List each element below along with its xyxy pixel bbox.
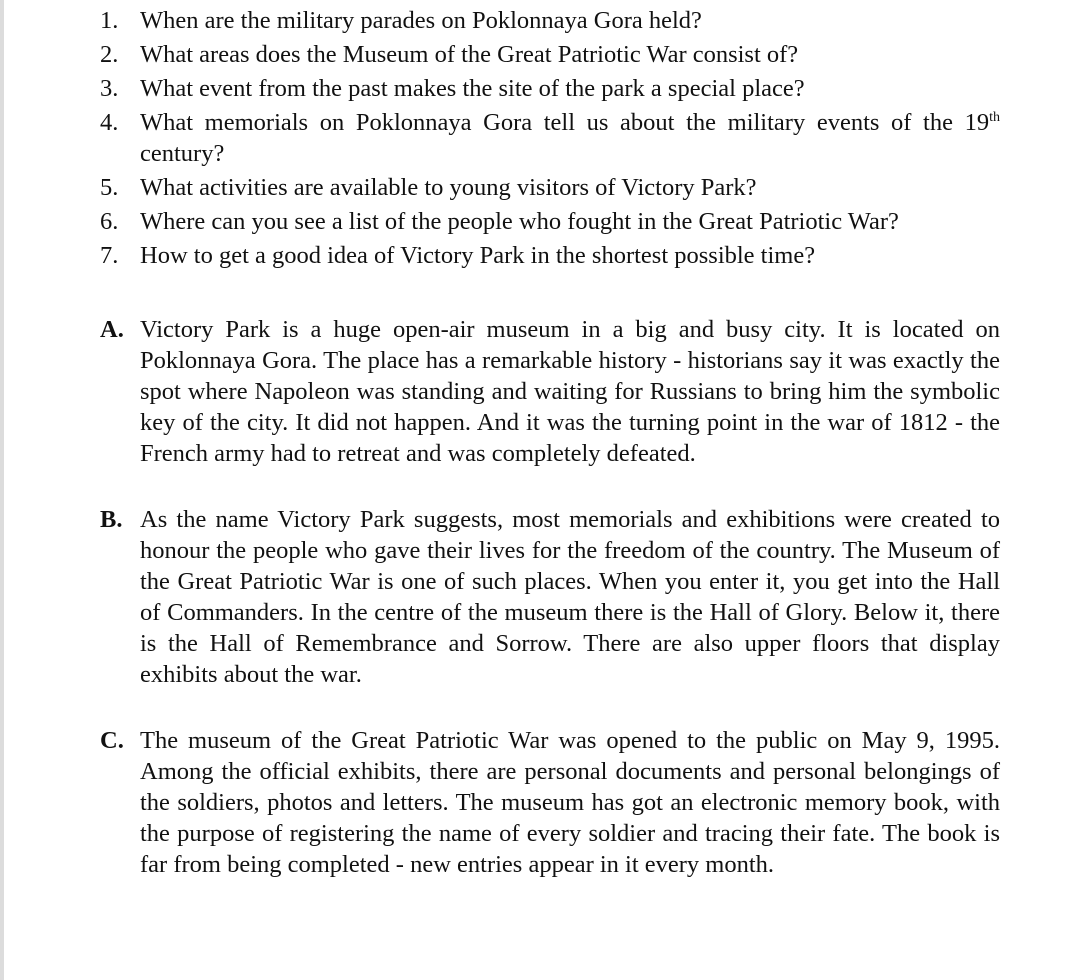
passage-text: Victory Park is a huge open-air museum in a big and busy city. It is located on Poklonnaya Gora. The place has a remarkable history - historians say it was exactly the spot where Napoleon was standing and waiting for Russians to bring him the symbolic key of the city. It did not happen. And it was the turning point in the war of 1812 - the French army had to retreat and was completely defeated. bbox=[140, 316, 1000, 467]
question-text: What areas does the Museum of the Great Patriotic War consist of? bbox=[140, 41, 799, 68]
question-number: 3. bbox=[100, 75, 119, 102]
question-text: Where can you see a list of the people who fought in the Great Patriotic War? bbox=[140, 208, 899, 235]
passage-a bbox=[100, 314, 1000, 469]
question-text-after: century? bbox=[140, 140, 225, 167]
question-item bbox=[100, 107, 1000, 169]
question-text bbox=[140, 109, 1000, 167]
question-item bbox=[100, 5, 1000, 36]
passage-list bbox=[100, 314, 1000, 915]
question-text: What activities are available to young visitors of Victory Park? bbox=[140, 174, 757, 201]
question-text: What event from the past makes the site of the park a special place? bbox=[140, 75, 805, 102]
question-number: 1. bbox=[100, 7, 119, 34]
passage-text: As the name Victory Park suggests, most memorials and exhibitions were created to honour the people who gave their lives for the freedom of the country. The Museum of the Great Patriotic War is one of such places. When you enter it, you get into the Hall of Commanders. In the centre of the museum there is the Hall of Glory. Below it, there is the Hall of Remembrance and Sorrow. There are also upper floors that display exhibits about the war. bbox=[140, 506, 1000, 688]
question-number: 6. bbox=[100, 208, 119, 235]
ordinal-suffix: th bbox=[989, 110, 1000, 125]
question-number: 7. bbox=[100, 242, 119, 269]
question-number: 2. bbox=[100, 41, 119, 68]
passage-letter: C. bbox=[100, 727, 124, 754]
passage-text: The museum of the Great Patriotic War was opened to the public on May 9, 1995. Among the official exhibits, there are personal documents and personal belongings of the soldiers, photos and letters. The museum has got an electronic memory book, with the purpose of registering the name of every soldier and tracing their fate. The book is far from being completed - new entries appear in it every month. bbox=[140, 727, 1000, 878]
question-number: 5. bbox=[100, 174, 119, 201]
question-item bbox=[100, 172, 1000, 203]
question-item bbox=[100, 206, 1000, 237]
question-text-before: What memorials on Poklonnaya Gora tell us about the military events of the 19 bbox=[140, 109, 990, 136]
question-text: How to get a good idea of Victory Park in the shortest possible time? bbox=[140, 242, 816, 269]
passage-b bbox=[100, 504, 1000, 690]
page-edge bbox=[0, 0, 4, 980]
question-item bbox=[100, 240, 1000, 271]
question-number: 4. bbox=[100, 109, 119, 136]
passage-letter: B. bbox=[100, 506, 123, 533]
question-item bbox=[100, 73, 1000, 104]
passage-letter: A. bbox=[100, 316, 124, 343]
question-list bbox=[100, 5, 1000, 274]
passage-c bbox=[100, 725, 1000, 880]
question-text: When are the military parades on Poklonnaya Gora held? bbox=[140, 7, 702, 34]
question-item bbox=[100, 39, 1000, 70]
